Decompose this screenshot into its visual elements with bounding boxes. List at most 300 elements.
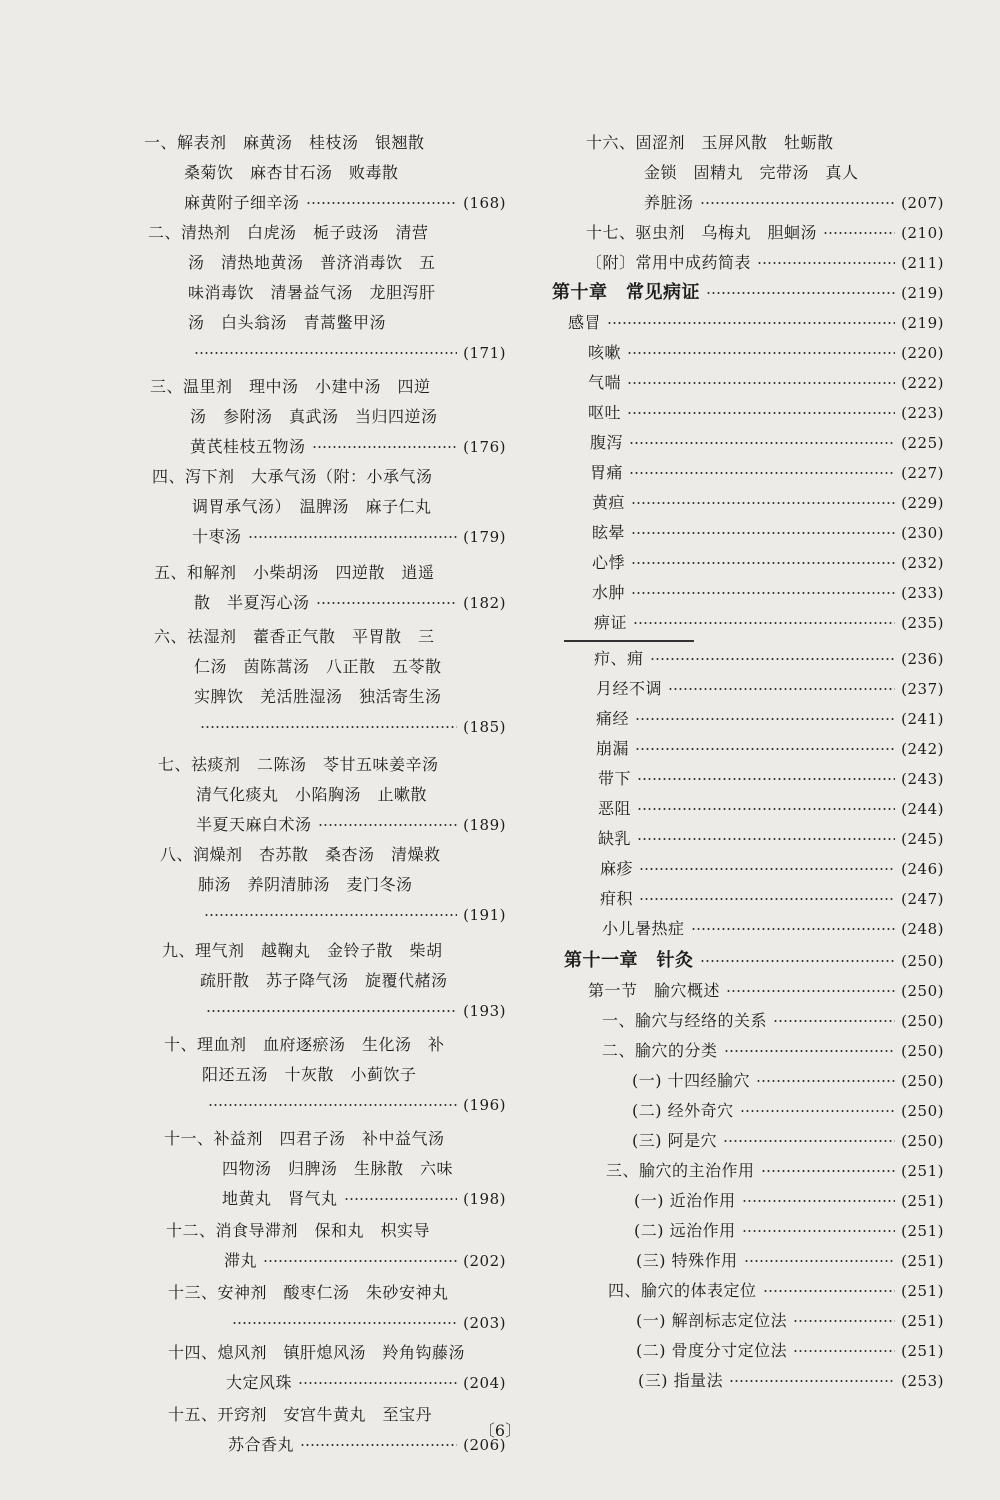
toc-entry[interactable]: [138, 1278, 506, 1338]
toc-page-ref: (168): [463, 194, 506, 212]
toc-entry-line: [552, 338, 944, 368]
dot-leader: [700, 960, 896, 962]
toc-entry-text: 大定风珠: [226, 1373, 293, 1392]
toc-entry-text: 半夏天麻白术汤: [196, 815, 312, 834]
toc-entry[interactable]: [552, 734, 944, 764]
toc-entry[interactable]: [138, 128, 506, 218]
toc-entry-line: [138, 278, 506, 308]
toc-entry[interactable]: [552, 1066, 944, 1096]
toc-entry-line: [138, 1338, 506, 1368]
toc-entry-text: 六、祛湿剂 藿香正气散 平胃散 三: [154, 627, 435, 646]
toc-entry-line: [138, 432, 506, 462]
toc-entry-line: [138, 840, 506, 870]
toc-entry-text: 苏合香丸: [228, 1435, 295, 1454]
toc-entry-text: 仁汤 茵陈蒿汤 八正散 五苓散: [194, 657, 442, 676]
toc-entry-text: 恶阻: [598, 799, 632, 818]
toc-entry[interactable]: [552, 1006, 944, 1036]
toc-entry-line: [138, 188, 506, 218]
toc-entry[interactable]: [552, 1276, 944, 1306]
toc-entry[interactable]: [138, 1030, 506, 1120]
toc-entry-text: 四、腧穴的体表定位: [608, 1281, 757, 1300]
toc-entry-text: 养脏汤: [644, 193, 694, 212]
toc-entry-line: [552, 398, 944, 428]
toc-entry-text: 麻黄附子细辛汤: [184, 193, 300, 212]
toc-entry-text: 十枣汤: [192, 527, 242, 546]
toc-chapter-entry[interactable]: [552, 946, 944, 976]
dot-leader: [627, 352, 895, 354]
toc-entry-line: [552, 1366, 944, 1396]
toc-page-ref: (204): [463, 1374, 506, 1392]
toc-entry-line: [552, 1156, 944, 1186]
dot-leader: [761, 1170, 896, 1172]
dot-leader: [729, 1380, 895, 1382]
toc-entry-line: [138, 338, 506, 368]
toc-entry-text: (三) 指量法: [638, 1371, 724, 1390]
dot-leader: [740, 1110, 896, 1112]
toc-page-ref: (182): [463, 594, 506, 612]
dot-leader: [793, 1350, 895, 1352]
toc-entry-text: 二、腧穴的分类: [602, 1041, 718, 1060]
toc-entry[interactable]: [552, 248, 944, 278]
toc-entry-line: [552, 824, 944, 854]
toc-entry-line: [138, 1246, 506, 1276]
toc-page-ref: (235): [901, 614, 944, 632]
toc-page-ref: (245): [901, 830, 944, 848]
toc-entry[interactable]: [552, 1246, 944, 1276]
toc-entry-text: 黄疸: [592, 493, 626, 512]
dot-leader: [650, 658, 896, 660]
toc-page-ref: (233): [901, 584, 944, 602]
dot-leader: [742, 1230, 896, 1232]
toc-entry[interactable]: [552, 308, 944, 338]
toc-entry-line: [552, 1276, 944, 1306]
toc-entry[interactable]: [552, 1036, 944, 1066]
toc-entry-line: [138, 1216, 506, 1246]
toc-page-ref: (203): [463, 1314, 506, 1332]
dot-leader: [631, 502, 895, 504]
toc-entry[interactable]: [552, 976, 944, 1006]
toc-entry[interactable]: [552, 884, 944, 914]
toc-entry-text: 二、清热剂 白虎汤 栀子豉汤 清营: [148, 223, 429, 242]
toc-page-ref: (219): [901, 314, 944, 332]
dot-leader: [757, 262, 895, 264]
toc-entry-text: 四、泻下剂 大承气汤（附：小承气汤: [152, 467, 433, 486]
toc-entry-text: 疏肝散 苏子降气汤 旋覆代赭汤: [200, 971, 448, 990]
toc-entry-line: [138, 1308, 506, 1338]
toc-entry[interactable]: [552, 488, 944, 518]
toc-entry-line: [552, 764, 944, 794]
toc-entry-text: 汤 白头翁汤 青蒿鳖甲汤: [188, 313, 387, 332]
dot-leader: [206, 1010, 457, 1012]
toc-entry[interactable]: [552, 1126, 944, 1156]
toc-entry-text: 桑菊饮 麻杏甘石汤 败毒散: [184, 163, 399, 182]
toc-page-ref: (243): [901, 770, 944, 788]
toc-entry-text: 十一、补益剂 四君子汤 补中益气汤: [164, 1129, 445, 1148]
toc-page-ref: (202): [463, 1252, 506, 1270]
toc-entry-line: [552, 734, 944, 764]
toc-page-ref: (211): [901, 254, 944, 272]
toc-entry-line: [552, 548, 944, 578]
toc-entry-line: [138, 622, 506, 652]
toc-entry[interactable]: [552, 1306, 944, 1336]
toc-entry-line: [138, 1184, 506, 1214]
toc-entry-line: [552, 158, 944, 188]
dot-leader: [204, 914, 457, 916]
toc-entry-line: [138, 558, 506, 588]
toc-entry[interactable]: [552, 518, 944, 548]
toc-entry-line: [138, 996, 506, 1026]
dot-leader: [756, 1080, 895, 1082]
toc-page-ref: (227): [901, 464, 944, 482]
toc-page-ref: (189): [463, 816, 506, 834]
toc-entry-line: [552, 674, 944, 704]
toc-entry-text: 水肿: [592, 583, 626, 602]
toc-page-ref: (242): [901, 740, 944, 758]
toc-page-ref: (250): [901, 1102, 944, 1120]
dot-leader: [706, 292, 895, 294]
toc-page-ref: (251): [901, 1282, 944, 1300]
toc-entry-text: 九、理气剂 越鞠丸 金铃子散 柴胡: [162, 941, 443, 960]
toc-entry-line: [138, 158, 506, 188]
toc-entry-line: [138, 1368, 506, 1398]
toc-entry-line: [552, 1336, 944, 1366]
toc-entry-text: 一、腧穴与经络的关系: [602, 1011, 768, 1030]
toc-entry-line: [138, 712, 506, 742]
dot-leader: [627, 382, 895, 384]
toc-entry-text: 第十章 常见病证: [552, 282, 700, 303]
dot-leader: [639, 868, 895, 870]
dot-leader: [298, 1382, 457, 1384]
toc-page-ref: (179): [463, 528, 506, 546]
toc-entry[interactable]: [552, 398, 944, 428]
toc-entry-line: [552, 854, 944, 884]
toc-entry-line: [552, 488, 944, 518]
toc-page-ref: (247): [901, 890, 944, 908]
toc-entry-line: [552, 976, 944, 1006]
toc-entry-text: 调胃承气汤） 温脾汤 麻子仁丸: [192, 497, 432, 516]
toc-entry-line: [138, 652, 506, 682]
toc-entry-line: [138, 248, 506, 278]
toc-entry-line: [552, 518, 944, 548]
toc-page-ref: (225): [901, 434, 944, 452]
dot-leader: [637, 778, 895, 780]
toc-entry-line: [138, 402, 506, 432]
toc-entry-text: (二) 经外奇穴: [632, 1101, 734, 1120]
toc-page-ref: (248): [901, 920, 944, 938]
toc-entry-line: [552, 1036, 944, 1066]
toc-entry-text: 崩漏: [596, 739, 630, 758]
toc-entry-line: [552, 368, 944, 398]
toc-page-ref: (196): [463, 1096, 506, 1114]
dot-leader: [723, 1140, 895, 1142]
toc-entry[interactable]: [552, 764, 944, 794]
toc-entry-line: [138, 810, 506, 840]
toc-entry-text: 八、润燥剂 杏苏散 桑杏汤 清燥救: [160, 845, 441, 864]
toc-page-ref: (210): [901, 224, 944, 242]
toc-entry-text: 汤 清热地黄汤 普济消毒饮 五: [188, 253, 436, 272]
toc-page-ref: (241): [901, 710, 944, 728]
toc-entry[interactable]: [138, 218, 506, 368]
toc-entry-text: 气喘: [588, 373, 622, 392]
dot-leader: [691, 928, 896, 930]
toc-page-ref: (236): [901, 650, 944, 668]
dot-leader: [637, 808, 895, 810]
toc-page-ref: (250): [901, 952, 944, 970]
toc-entry[interactable]: [552, 644, 944, 674]
toc-entry-text: 咳嗽: [588, 343, 622, 362]
toc-page-ref: (250): [901, 982, 944, 1000]
toc-entry[interactable]: [552, 914, 944, 944]
toc-entry[interactable]: [552, 1336, 944, 1366]
toc-entry-text: (二) 骨度分寸定位法: [636, 1341, 788, 1360]
toc-entry-text: 地黄丸 肾气丸: [222, 1189, 338, 1208]
toc-entry[interactable]: [552, 1216, 944, 1246]
toc-entry-text: 十、理血剂 血府逐瘀汤 生化汤 补: [164, 1035, 445, 1054]
dot-leader: [742, 1200, 896, 1202]
toc-entry-text: 十三、安神剂 酸枣仁汤 朱砂安神丸: [168, 1283, 449, 1302]
toc-entry-text: 七、祛痰剂 二陈汤 苓甘五味姜辛汤: [158, 755, 439, 774]
toc-left-column: [138, 128, 506, 1460]
toc-entry-text: 第十一章 针灸: [564, 950, 694, 971]
toc-entry-text: 痹证: [594, 613, 628, 632]
toc-page-ref: (244): [901, 800, 944, 818]
toc-entry-text: (一) 近治作用: [634, 1191, 736, 1210]
toc-page-ref: (206): [463, 1436, 506, 1454]
toc-entry[interactable]: [552, 128, 944, 218]
toc-entry[interactable]: [552, 1156, 944, 1186]
toc-page-ref: (250): [901, 1042, 944, 1060]
toc-page-ref: (251): [901, 1222, 944, 1240]
toc-entry-line: [138, 462, 506, 492]
toc-entry-line: [552, 1066, 944, 1096]
toc-entry[interactable]: [552, 854, 944, 884]
toc-entry-line: [552, 704, 944, 734]
toc-entry[interactable]: [138, 462, 506, 552]
toc-entry-line: [138, 936, 506, 966]
toc-entry-text: 十六、固涩剂 玉屏风散 牡蛎散: [586, 133, 834, 152]
dot-leader: [700, 202, 896, 204]
toc-entry-text: 胃痛: [590, 463, 624, 482]
dot-leader: [668, 688, 895, 690]
toc-entry[interactable]: [552, 548, 944, 578]
toc-entry-line: [138, 682, 506, 712]
toc-entry-text: 带下: [598, 769, 632, 788]
toc-entry[interactable]: [552, 1096, 944, 1126]
toc-entry-text: 心悸: [592, 553, 626, 572]
toc-entry[interactable]: [138, 558, 506, 618]
toc-entry-line: [552, 884, 944, 914]
toc-page-ref: (230): [901, 524, 944, 542]
toc-page-ref: (232): [901, 554, 944, 572]
toc-entry-line: [552, 1186, 944, 1216]
toc-entry[interactable]: [138, 622, 506, 742]
toc-entry-text: 实脾饮 羌活胜湿汤 独活寄生汤: [194, 687, 442, 706]
dot-leader: [629, 442, 895, 444]
toc-entry-line: [552, 608, 944, 638]
dot-leader: [631, 532, 895, 534]
toc-page-ref: (207): [901, 194, 944, 212]
dot-leader: [631, 592, 895, 594]
toc-entry-line: [552, 188, 944, 218]
toc-entry-line: [138, 900, 506, 930]
toc-entry-line: [552, 1246, 944, 1276]
toc-entry-text: 阳还五汤 十灰散 小蓟饮子: [202, 1065, 417, 1084]
toc-entry-line: [138, 870, 506, 900]
toc-entry-text: 十五、开窍剂 安宫牛黄丸 至宝丹: [168, 1405, 433, 1424]
toc-page-ref: (250): [901, 1132, 944, 1150]
page-number: 〔6〕: [478, 1421, 522, 1440]
toc-entry-line: [552, 578, 944, 608]
toc-entry-line: [138, 1090, 506, 1120]
toc-entry-text: 感冒: [568, 313, 602, 332]
toc-entry-text: 三、温里剂 理中汤 小建中汤 四逆: [150, 377, 431, 396]
toc-entry-text: 呕吐: [588, 403, 622, 422]
dot-leader: [629, 472, 895, 474]
toc-entry-text: 滞丸: [224, 1251, 258, 1270]
toc-page-ref: (198): [463, 1190, 506, 1208]
dot-leader: [200, 726, 457, 728]
toc-entry[interactable]: [552, 704, 944, 734]
toc-entry-line: [552, 644, 944, 674]
toc-page-ref: (171): [463, 344, 506, 362]
toc-entry-text: 散 半夏泻心汤: [194, 593, 310, 612]
dot-leader: [744, 1260, 896, 1262]
toc-entry[interactable]: [552, 338, 944, 368]
dot-leader: [631, 562, 895, 564]
toc-entry-text: (三) 特殊作用: [636, 1251, 738, 1270]
dot-leader: [773, 1020, 895, 1022]
toc-entry[interactable]: [552, 794, 944, 824]
toc-entry-text: 十二、消食导滞剂 保和丸 枳实导: [166, 1221, 431, 1240]
toc-page-ref: (251): [901, 1192, 944, 1210]
toc-page-ref: (222): [901, 374, 944, 392]
toc-entry[interactable]: [552, 674, 944, 704]
toc-page-ref: (193): [463, 1002, 506, 1020]
toc-entry-line: [138, 1060, 506, 1090]
toc-page-ref: (253): [901, 1372, 944, 1390]
toc-page-ref: (229): [901, 494, 944, 512]
toc-entry-line: [138, 1124, 506, 1154]
toc-entry[interactable]: [138, 936, 506, 1026]
toc-entry-text: 〔附〕常用中成药简表: [586, 253, 752, 272]
section-divider: [564, 640, 694, 642]
toc-entry-text: 肺汤 养阴清肺汤 麦门冬汤: [198, 875, 413, 894]
toc-page-ref: (237): [901, 680, 944, 698]
toc-entry-line: [552, 1126, 944, 1156]
toc-entry[interactable]: [552, 218, 944, 248]
toc-entry[interactable]: [552, 458, 944, 488]
toc-entry[interactable]: [552, 824, 944, 854]
toc-entry-text: 小儿暑热症: [602, 919, 685, 938]
toc-page-ref: (246): [901, 860, 944, 878]
dot-leader: [232, 1322, 457, 1324]
toc-right-column: [552, 128, 944, 1396]
toc-entry[interactable]: [552, 578, 944, 608]
dot-leader: [763, 1290, 896, 1292]
toc-entry-line: [552, 794, 944, 824]
toc-entry-text: 黄芪桂枝五物汤: [190, 437, 306, 456]
toc-entry-text: 味消毒饮 清暑益气汤 龙胆泻肝: [188, 283, 436, 302]
dot-leader: [627, 412, 895, 414]
toc-entry-line: [138, 966, 506, 996]
toc-entry-line: [138, 588, 506, 618]
dot-leader: [312, 446, 458, 448]
toc-page-ref: (251): [901, 1252, 944, 1270]
toc-entry[interactable]: [552, 1366, 944, 1396]
dot-leader: [208, 1104, 457, 1106]
toc-entry-line: [138, 492, 506, 522]
toc-entry-text: 一、解表剂 麻黄汤 桂枝汤 银翘散: [144, 133, 425, 152]
toc-entry-text: 腹泻: [590, 433, 624, 452]
toc-entry-text: 十四、熄风剂 镇肝熄风汤 羚角钩藤汤: [168, 1343, 466, 1362]
toc-entry-text: 金锁 固精丸 完带汤 真人: [644, 163, 859, 182]
toc-entry-line: [552, 428, 944, 458]
toc-entry-line: [138, 372, 506, 402]
toc-entry-text: 眩晕: [592, 523, 626, 542]
toc-entry-line: [552, 458, 944, 488]
toc-entry-text: 疳积: [600, 889, 634, 908]
dot-leader: [823, 232, 895, 234]
toc-entry-line: [138, 522, 506, 552]
toc-page-ref: (223): [901, 404, 944, 422]
toc-entry-line: [138, 1154, 506, 1184]
toc-entry-line: [552, 278, 944, 308]
toc-entry-line: [552, 1006, 944, 1036]
toc-entry-line: [138, 128, 506, 158]
dot-leader: [726, 990, 895, 992]
dot-leader: [793, 1320, 895, 1322]
toc-page-ref: (185): [463, 718, 506, 736]
toc-page-ref: (251): [901, 1342, 944, 1360]
dot-leader: [607, 322, 895, 324]
dot-leader: [263, 1260, 457, 1262]
toc-entry[interactable]: [138, 1216, 506, 1276]
toc-page-ref: (176): [463, 438, 506, 456]
toc-entry-line: [552, 1096, 944, 1126]
toc-page-ref: (250): [901, 1012, 944, 1030]
dot-leader: [300, 1444, 457, 1446]
toc-entry-text: 月经不调: [596, 679, 663, 698]
toc-entry[interactable]: [138, 750, 506, 840]
dot-leader: [306, 202, 458, 204]
toc-entry-line: [138, 780, 506, 810]
toc-entry-line: [552, 946, 944, 976]
toc-entry-text: 缺乳: [598, 829, 632, 848]
toc-entry-text: 痛经: [596, 709, 630, 728]
dot-leader: [639, 898, 895, 900]
toc-entry-text: 五、和解剂 小柴胡汤 四逆散 逍遥: [154, 563, 435, 582]
toc-page-ref: (191): [463, 906, 506, 924]
toc-chapter-entry[interactable]: [552, 278, 944, 308]
toc-entry-text: 三、腧穴的主治作用: [606, 1161, 755, 1180]
toc-page-ref: (251): [901, 1312, 944, 1330]
toc-entry[interactable]: [552, 608, 944, 638]
toc-entry[interactable]: [552, 1186, 944, 1216]
toc-entry-text: 清气化痰丸 小陷胸汤 止嗽散: [196, 785, 428, 804]
toc-entry[interactable]: [138, 1338, 506, 1398]
toc-entry-text: 麻疹: [600, 859, 634, 878]
toc-page-ref: (250): [901, 1072, 944, 1090]
toc-entry[interactable]: [138, 840, 506, 930]
dot-leader: [724, 1050, 896, 1052]
toc-page-ref: (219): [901, 284, 944, 302]
toc-entry[interactable]: [138, 372, 506, 462]
toc-entry-line: [138, 1278, 506, 1308]
toc-entry-text: (二) 远治作用: [634, 1221, 736, 1240]
toc-entry[interactable]: [552, 368, 944, 398]
toc-entry[interactable]: [138, 1124, 506, 1214]
toc-entry[interactable]: [552, 428, 944, 458]
